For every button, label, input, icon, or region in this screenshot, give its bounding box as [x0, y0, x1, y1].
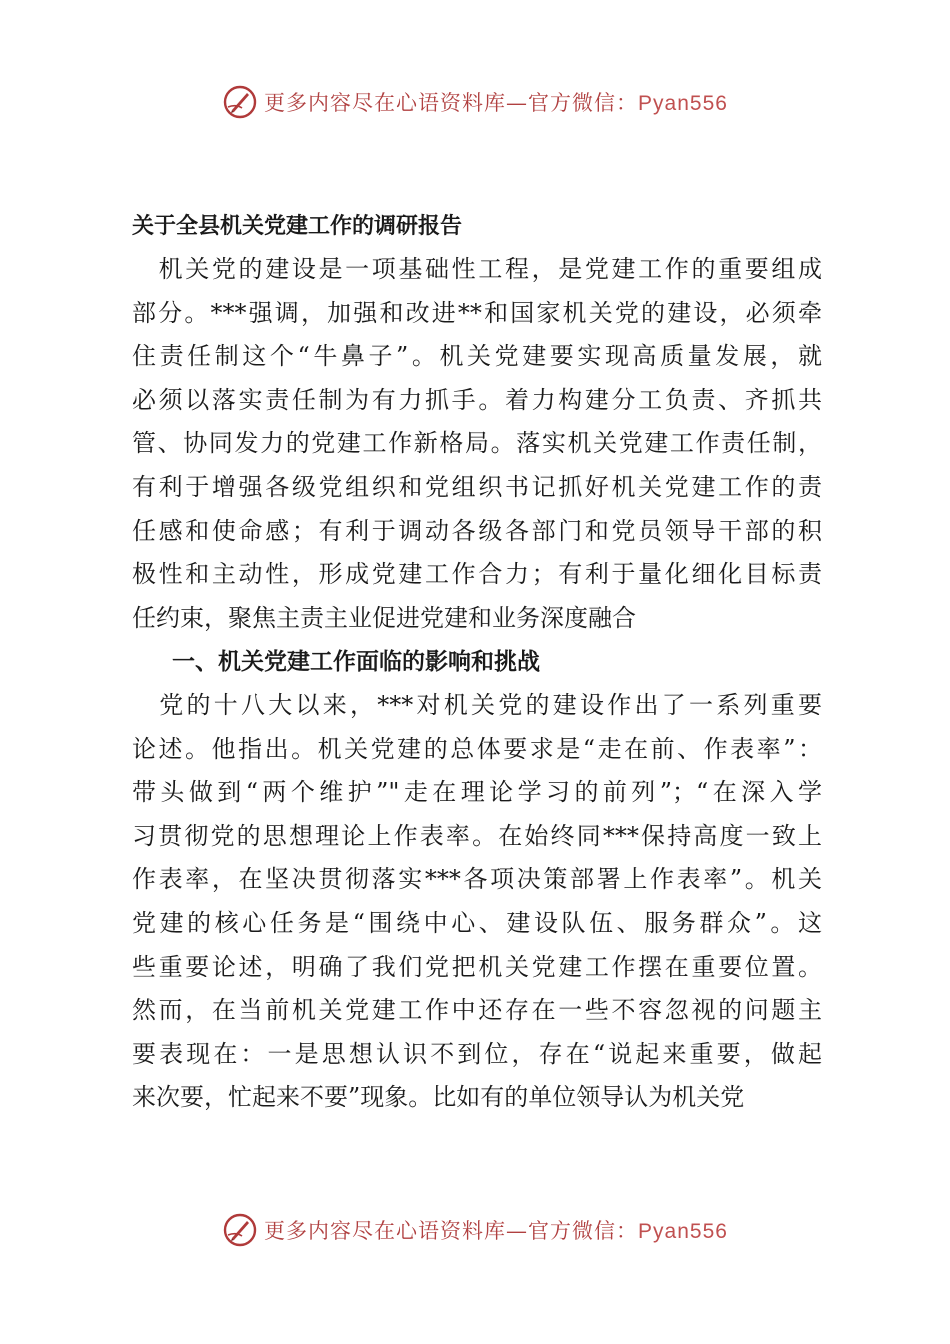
banner-text: 更多内容尽在心语资料库—官方微信：Pyan556 — [264, 91, 728, 115]
footer-banner — [0, 1208, 950, 1252]
text-line: 要表现在：一是思想认识不到位，存在“说起来重要，做起 — [132, 1039, 822, 1068]
text-line: 党的十八大以来，***对机关党的建设作出了一系列重要 — [132, 690, 822, 719]
text-line: 带头做到“两个维护”"走在理论学习的前列”；“在深入学 — [132, 778, 822, 807]
section-heading-1: 一、机关党建工作面临的影响和挑战 — [172, 648, 540, 676]
text-line: 部分。***强调，加强和改进**和国家机关党的建设，必须牵 — [132, 298, 822, 327]
text-line: 任感和使命感；有利于调动各级各部门和党员领导干部的积 — [132, 516, 822, 545]
text-line: 习贯彻党的思想理论上作表率。在始终同***保持高度一致上 — [132, 821, 822, 850]
text-line: 作表率，在坚决贯彻落实***各项决策部署上作表率”。机关 — [132, 865, 822, 894]
text-line: 管、协同发力的党建工作新格局。落实机关党建工作责任制， — [132, 429, 822, 458]
quill-logo-icon — [222, 1212, 258, 1248]
header-banner — [0, 80, 950, 124]
paragraph-2 — [132, 684, 822, 1120]
text-line: 极性和主动性，形成党建工作合力；有利于量化细化目标责 — [132, 560, 822, 589]
text-line: 任约束，聚焦主责主业促进党建和业务深度融合 — [132, 603, 636, 632]
document-body — [132, 204, 822, 1120]
text-line: 党建的核心任务是“围绕中心、建设队伍、服务群众”。这 — [132, 908, 822, 937]
quill-logo-icon — [222, 84, 258, 120]
paragraph-1 — [132, 248, 822, 640]
document-title: 关于全县机关党建工作的调研报告 — [132, 213, 463, 239]
banner-text: 更多内容尽在心语资料库—官方微信：Pyan556 — [264, 1219, 728, 1243]
wechat-id: Pyan556 — [638, 1220, 728, 1243]
text-line: 机关党的建设是一项基础性工程，是党建工作的重要组成 — [132, 255, 822, 283]
text-line: 然而，在当前机关党建工作中还存在一些不容忽视的问题主 — [132, 996, 822, 1025]
text-line: 住责任制这个“牛鼻子”。机关党建要实现高质量发展，就 — [132, 342, 822, 371]
text-line: 论述。他指出。机关党建的总体要求是“走在前、作表率”： — [132, 734, 822, 763]
text-line: 必须以落实责任制为有力抓手。着力构建分工负责、齐抓共 — [132, 385, 822, 414]
text-line: 来次要，忙起来不要”现象。比如有的单位领导认为机关党 — [132, 1083, 745, 1112]
text-line: 有利于增强各级党组织和党组织书记抓好机关党建工作的责 — [132, 472, 822, 501]
wechat-id: Pyan556 — [638, 92, 728, 115]
text-line: 些重要论述，明确了我们党把机关党建工作摆在重要位置。 — [132, 952, 822, 981]
